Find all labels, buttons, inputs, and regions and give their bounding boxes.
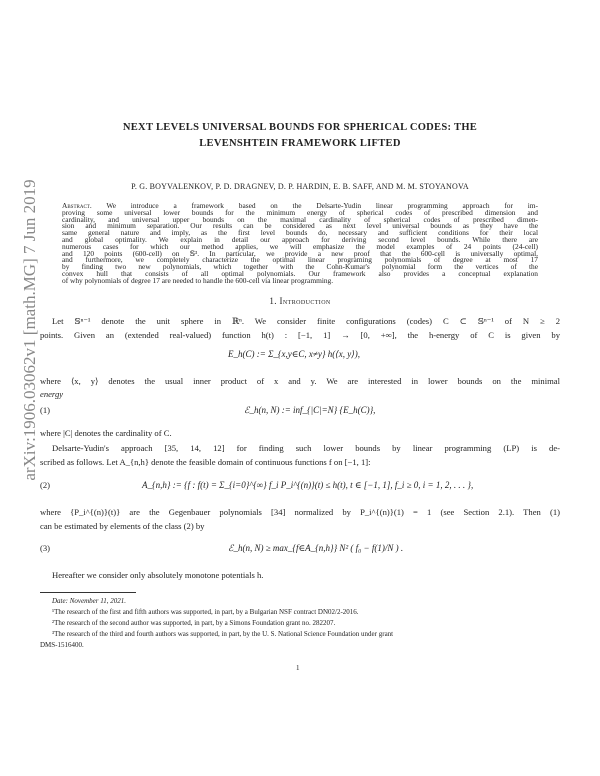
abstract-line: by finding two new polynomials, which together with the Cohn-Kumar's polynomial form the vertices of the <box>62 262 538 272</box>
equation-number: (3) <box>40 543 51 553</box>
section-heading: 1. Introduction <box>269 296 331 306</box>
abstract-line: and furthermore, we completely characterize the optimal linear programing polynomials of degree at most 17 <box>62 255 538 265</box>
abstract-label: Abstract. <box>62 201 92 210</box>
body-line: where |C| denotes the cardinality of C. <box>40 428 172 438</box>
footnote-date: Date: November 11, 2021. <box>52 597 126 605</box>
footnote: ³The research of the third and fourth authors was supported, in part, by the U. S. National Science Foundation under grant <box>52 630 394 638</box>
footnote: ¹The research of the first and fifth authors was supported, in part, by a Bulgarian NSF contract DN02/2-2016. <box>52 608 359 616</box>
paper-title-line-2: LEVENSHTEIN FRAMEWORK LIFTED <box>199 138 401 149</box>
abstract-line: same general nature and imply, as the first level bounds do, necessary and sufficient conditions for their local <box>62 228 538 238</box>
body-line: scribed as follows. Let A_{n,h} denote the feasible domain of continuous functions f on [−1, 1]: <box>40 457 371 467</box>
footnote-rule <box>40 592 136 593</box>
authors: P. G. BOYVALENKOV, P. D. DRAGNEV, D. P. HARDIN, E. B. SAFF, AND M. M. STOYANOVA <box>131 182 469 191</box>
equation-3: ℰ_h(n, N) ≥ max_{f∈A_{n,h}} N² ( f₀ − f(1)/N ) . <box>228 543 404 553</box>
equation-energy: E_h(C) := Σ_{x,y∈C, x≠y} h(⟨x, y⟩), <box>228 349 360 359</box>
arxiv-stamp: arXiv:1906.03062v1 [math.MG] 7 Jun 2019 <box>20 179 39 481</box>
equation-number: (1) <box>40 405 51 415</box>
body-line: can be estimated by elements of the class (2) by <box>40 521 205 531</box>
abstract-line: proving some universal lower bounds for the minimum energy of spherical codes of prescribed dimension and <box>62 207 538 217</box>
body-line: where ⟨x, y⟩ denotes the usual inner product of x and y. We are interested in lower bounds on the minimal <box>40 376 560 386</box>
abstract-line: and global optimality. We explain in detail our approach for deriving second level bounds. While there are <box>62 235 538 244</box>
abstract-line: numerous cases for which our method applies, we will emphasize the model examples of 24 points (24-cell) <box>62 241 538 251</box>
paper-title-line-1: NEXT LEVELS UNIVERSAL BOUNDS FOR SPHERICAL CODES: THE <box>122 122 478 133</box>
body-line: Delsarte-Yudin's approach [35, 14, 12] for finding such lower bounds by linear programming (LP) is de- <box>52 443 560 453</box>
abstract-text: We introduce a framework based on the Delsarte-Yudin linear programming approach for im- <box>106 201 539 210</box>
body-line: points. Given an (extended real-valued) function h(t) : [−1, 1] → [0, +∞], the h-energy of C is given by <box>40 330 560 340</box>
page-number: 1 <box>296 664 300 672</box>
footnote: ²The research of the second author was supported, in part, by a Simons Foundation grant no. 282207. <box>52 619 336 627</box>
body-line: energy <box>40 389 64 399</box>
abstract-line: cardinality, and universal upper bounds on the maximal cardinality of spherical codes of prescribed dimen- <box>62 214 538 224</box>
abstract-line: convex hull that consists of all optimal polynomials. Our framework also provides a conceptual explanation <box>62 269 538 278</box>
equation-number: (2) <box>40 480 51 490</box>
footnote: DMS-1516400. <box>40 641 84 649</box>
body-line: Hereafter we consider only absolutely monotone potentials h. <box>52 570 264 580</box>
abstract-line: and 120 points (600-cell) on 𝕊³. In particular, we provide a new proof that the 600-cell is universally optimal, <box>62 248 538 258</box>
abstract-line: of why polynomials of degree 17 are needed to handle the 600-cell via linear programming. <box>62 275 334 285</box>
body-line: where {P_i^{(n)}(t)} are the Gegenbauer polynomials [34] normalized by P_i^{(n)}(1) = 1 (see Section 2.1). Then (1) <box>40 507 560 517</box>
body-line: Let 𝕊ⁿ⁻¹ denote the unit sphere in ℝⁿ. We consider finite configurations (codes) C ⊂ 𝕊ⁿ⁻¹ of N ≥ 2 <box>52 316 560 326</box>
equation-2: A_{n,h} := {f : f(t) = Σ_{i=0}^{∞} f_i P_i^{(n)}(t) ≤ h(t), t ∈ [−1, 1], f_i ≥ 0, i = 1, 2, . . . }, <box>142 480 474 490</box>
equation-1: ℰ_h(n, N) := inf_{|C|=N} {E_h(C)}, <box>244 405 376 415</box>
abstract-line: sion and minimum separation. Our results can be considered as next level universal bounds as they have the <box>62 221 538 231</box>
